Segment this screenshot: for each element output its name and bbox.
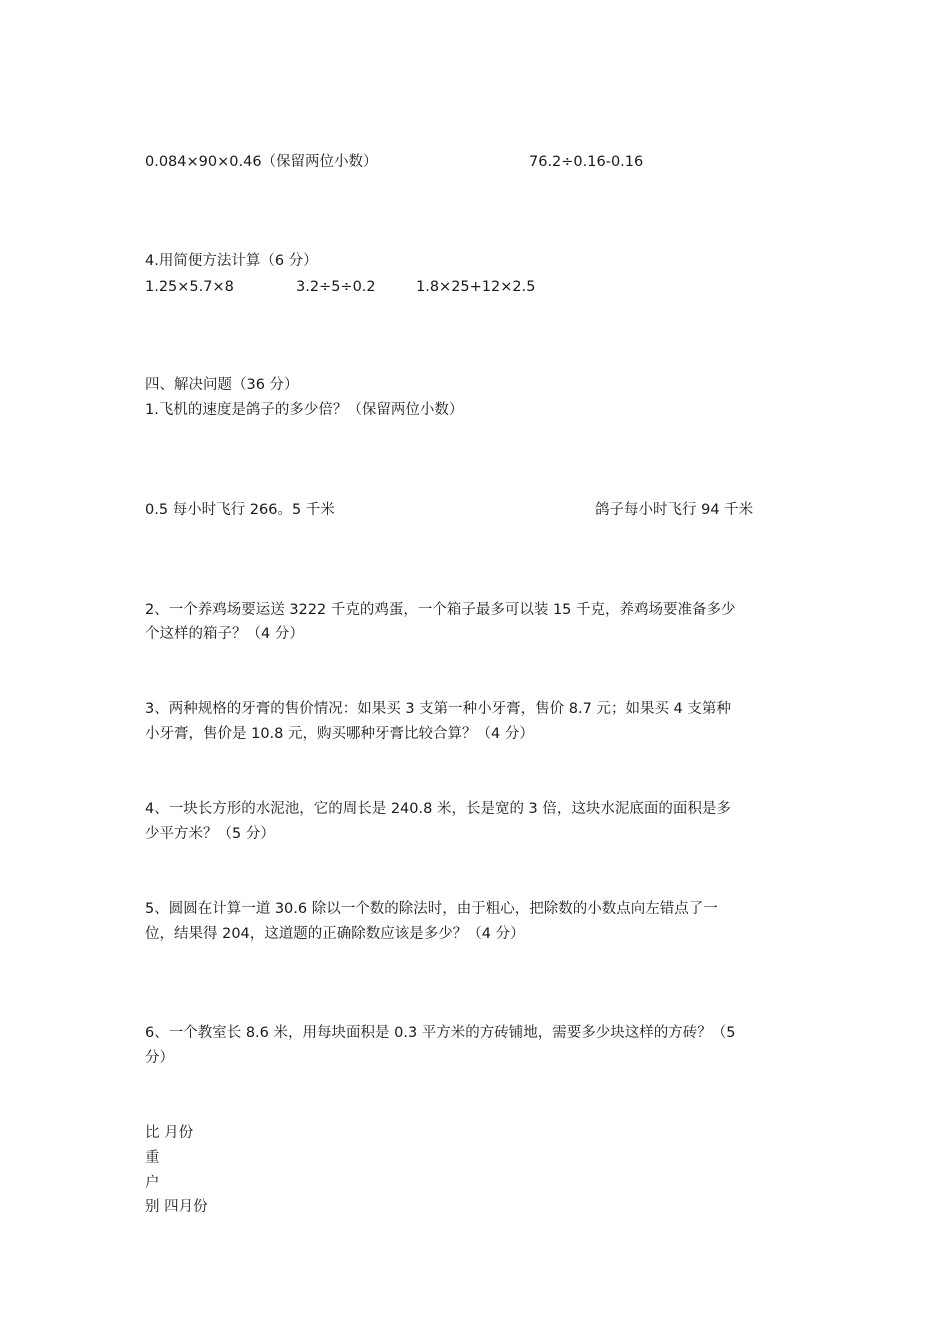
expression-b: 76.2÷0.16-0.16 [529, 154, 644, 170]
question-4-heading: 4.用简便方法计算（6 分） [145, 253, 318, 269]
expression-a: 0.084×90×0.46（保留两位小数） [145, 154, 378, 170]
table-fragment-row-4: 别 四月份 [145, 1199, 208, 1215]
problem-1-info-right: 鸽子每小时飞行 94 千米 [595, 502, 754, 518]
expression-4-2: 3.2÷5÷0.2 [296, 279, 376, 295]
table-fragment-row-1: 比 月份 [145, 1125, 194, 1141]
problem-6-line-2: 分） [145, 1050, 174, 1066]
table-fragment-row-2: 重 [145, 1150, 160, 1166]
problem-5-line-1: 5、圆圆在计算一道 30.6 除以一个数的除法时，由于粗心，把除数的小数点向左错点了一 [145, 901, 718, 917]
problem-2-line-2: 个这样的箱子？（4 分） [145, 626, 304, 642]
problem-4-line-1: 4、一块长方形的水泥池，它的周长是 240.8 米，长是宽的 3 倍，这块水泥底面的面积是多 [145, 801, 731, 817]
problem-3-line-2: 小牙膏，售价是 10.8 元，购买哪种牙膏比较合算？（4 分） [145, 726, 534, 742]
expression-4-1: 1.25×5.7×8 [145, 279, 234, 295]
expression-4-3: 1.8×25+12×2.5 [416, 279, 536, 295]
table-fragment-row-3: 户 [145, 1175, 160, 1191]
problem-5-line-2: 位，结果得 204，这道题的正确除数应该是多少？（4 分） [145, 926, 525, 942]
problem-1-question: 1.飞机的速度是鸽子的多少倍？（保留两位小数） [145, 402, 464, 418]
problem-6-line-1: 6、一个教室长 8.6 米，用每块面积是 0.3 平方米的方砖铺地，需要多少块这样的方砖？（5 [145, 1025, 736, 1041]
problem-1-info-left: 0.5 每小时飞行 266。5 千米 [145, 502, 335, 518]
problem-3-line-1: 3、两种规格的牙膏的售价情况：如果买 3 支第一种小牙膏，售价 8.7 元；如果买 4 支第种 [145, 701, 731, 717]
problem-4-line-2: 少平方米？（5 分） [145, 826, 275, 842]
problem-2-line-1: 2、一个养鸡场要运送 3222 千克的鸡蛋，一个箱子最多可以装 15 千克，养鸡场要准备多少 [145, 602, 736, 618]
section-4-heading: 四、解决问题（36 分） [145, 377, 299, 393]
